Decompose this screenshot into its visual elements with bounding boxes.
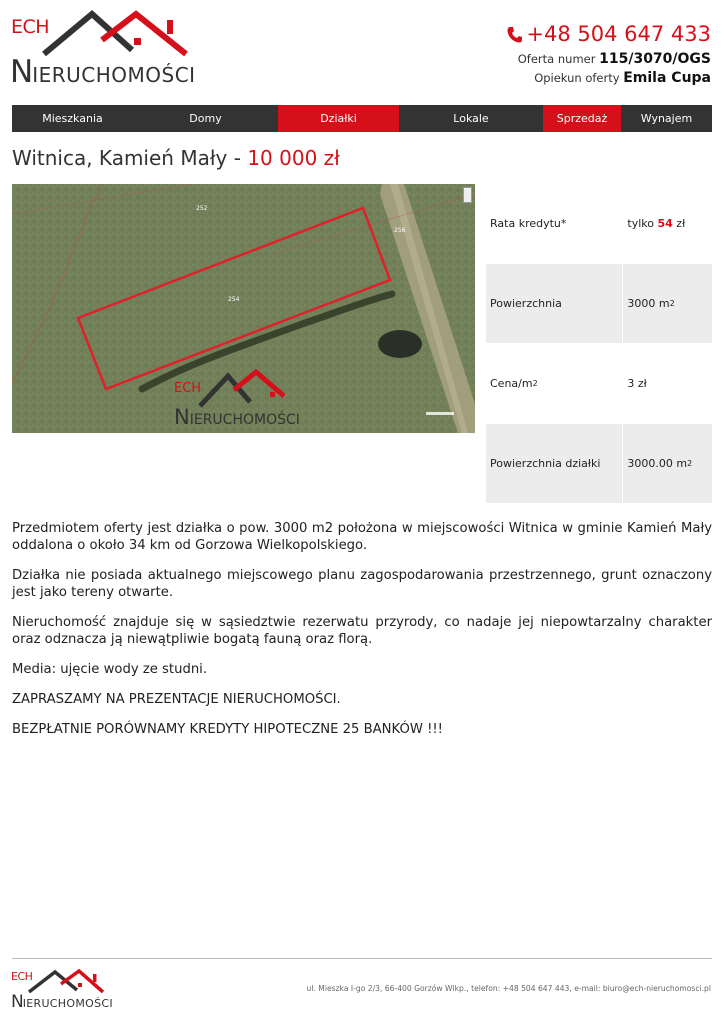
logo-name-text: NIERUCHOMOŚCI	[10, 54, 196, 90]
price-per-m2-value: 3 zł	[627, 377, 647, 390]
loan-amount: 54	[657, 217, 673, 230]
area-label: Powierzchnia	[486, 264, 622, 343]
spec-row-price-per-m2	[486, 344, 712, 423]
nav-item-dzialki[interactable]: Działki	[278, 105, 399, 132]
agent-line	[507, 69, 711, 88]
header	[0, 0, 724, 100]
loan-label: Rata kredytu*	[490, 217, 567, 230]
footer-logo-name: NIERUCHOMOŚCI	[11, 992, 113, 1012]
description-paragraph: Nieruchomość znajduje się w sąsiedztwie rezerwatu przyrody, co nadaje jej niepowtarzalny charakter oraz odznacza ją niewątpliwie bogatą fauną oraz florą.	[12, 615, 712, 647]
nav-item-domy[interactable]: Domy	[189, 112, 222, 125]
listing-title	[12, 146, 340, 170]
description-paragraph: ZAPRASZAMY NA PREZENTACJE NIERUCHOMOŚCI.	[12, 692, 341, 707]
listing-location: Witnica, Kamień Mały	[12, 146, 228, 170]
phone-icon	[507, 22, 522, 50]
footer-divider	[12, 958, 712, 959]
area-value: 3000 m 2	[623, 264, 712, 343]
logo-ech-text: ECH	[11, 16, 50, 38]
spec-row-area	[486, 264, 712, 343]
plot-area-value: 3000.00 m 2	[623, 424, 712, 503]
contact-box	[507, 20, 711, 88]
agent-name: Emila Cupa	[623, 70, 711, 86]
price-per-m2-label: Cena/m 2	[490, 377, 538, 390]
agent-label: Opiekun oferty	[534, 71, 620, 85]
nav-item-mieszkania[interactable]: Mieszkania	[42, 112, 103, 125]
footer-address: ul. Mieszka I-go 2/3, 66-400 Gorzów Wlkp., telefon: +48 504 647 443, e-mail: biuro@ech-nieruchomosci.pl	[306, 984, 711, 993]
description-paragraph: Działka nie posiada aktualnego miejscowego planu zagospodarowania przestrzennego, grunt oznaczony jest jako tereny otwarte.	[12, 568, 712, 600]
loan-value: tylko 54 zł	[627, 217, 686, 230]
parcel-map-image[interactable]	[12, 184, 475, 433]
watermark-name: NIERUCHOMOŚCI	[174, 405, 300, 429]
brand-logo[interactable]	[10, 10, 196, 90]
offer-number-value: 115/3070/OGS	[599, 51, 711, 67]
offer-number-label: Oferta numer	[517, 52, 596, 66]
spec-row-loan	[486, 184, 712, 263]
footer-logo-ech: ECH	[11, 970, 33, 983]
description-paragraph: Przedmiotem oferty jest działka o pow. 3000 m2 położona w miejscowości Witnica w gminie Kamień Mały oddalona o około 34 km od Gorzowa Wielkopolskiego.	[12, 521, 712, 553]
watermark-ech: ECH	[174, 381, 202, 396]
footer-logo[interactable]	[11, 968, 113, 1012]
nav-item-wynajem[interactable]: Wynajem	[640, 112, 693, 125]
description-paragraph: BEZPŁATNIE PORÓWNAMY KREDYTY HIPOTECZNE 25 BANKÓW !!!	[12, 722, 443, 737]
spec-row-plot-area	[486, 424, 712, 503]
nav-item-lokale[interactable]: Lokale	[453, 112, 489, 125]
parcel-label-256: 256	[394, 227, 406, 234]
parcel-label-254: 254	[228, 296, 240, 303]
specs-table	[486, 184, 712, 504]
phone-number[interactable]: +48 504 647 433	[507, 20, 711, 50]
plot-area-label: Powierzchnia działki	[486, 424, 622, 503]
nav-item-sprzedaz[interactable]: Sprzedaż	[543, 105, 621, 132]
category-nav	[12, 105, 712, 132]
offer-number-line	[507, 50, 711, 69]
satellite-map	[12, 184, 475, 433]
map-zoom-control[interactable]	[463, 187, 472, 203]
parcel-label-252: 252	[196, 205, 208, 212]
listing-price: 10 000 zł	[247, 146, 340, 170]
title-separator: -	[233, 146, 241, 170]
listing-description	[12, 520, 712, 751]
description-paragraph: Media: ujęcie wody ze studni.	[12, 662, 208, 677]
